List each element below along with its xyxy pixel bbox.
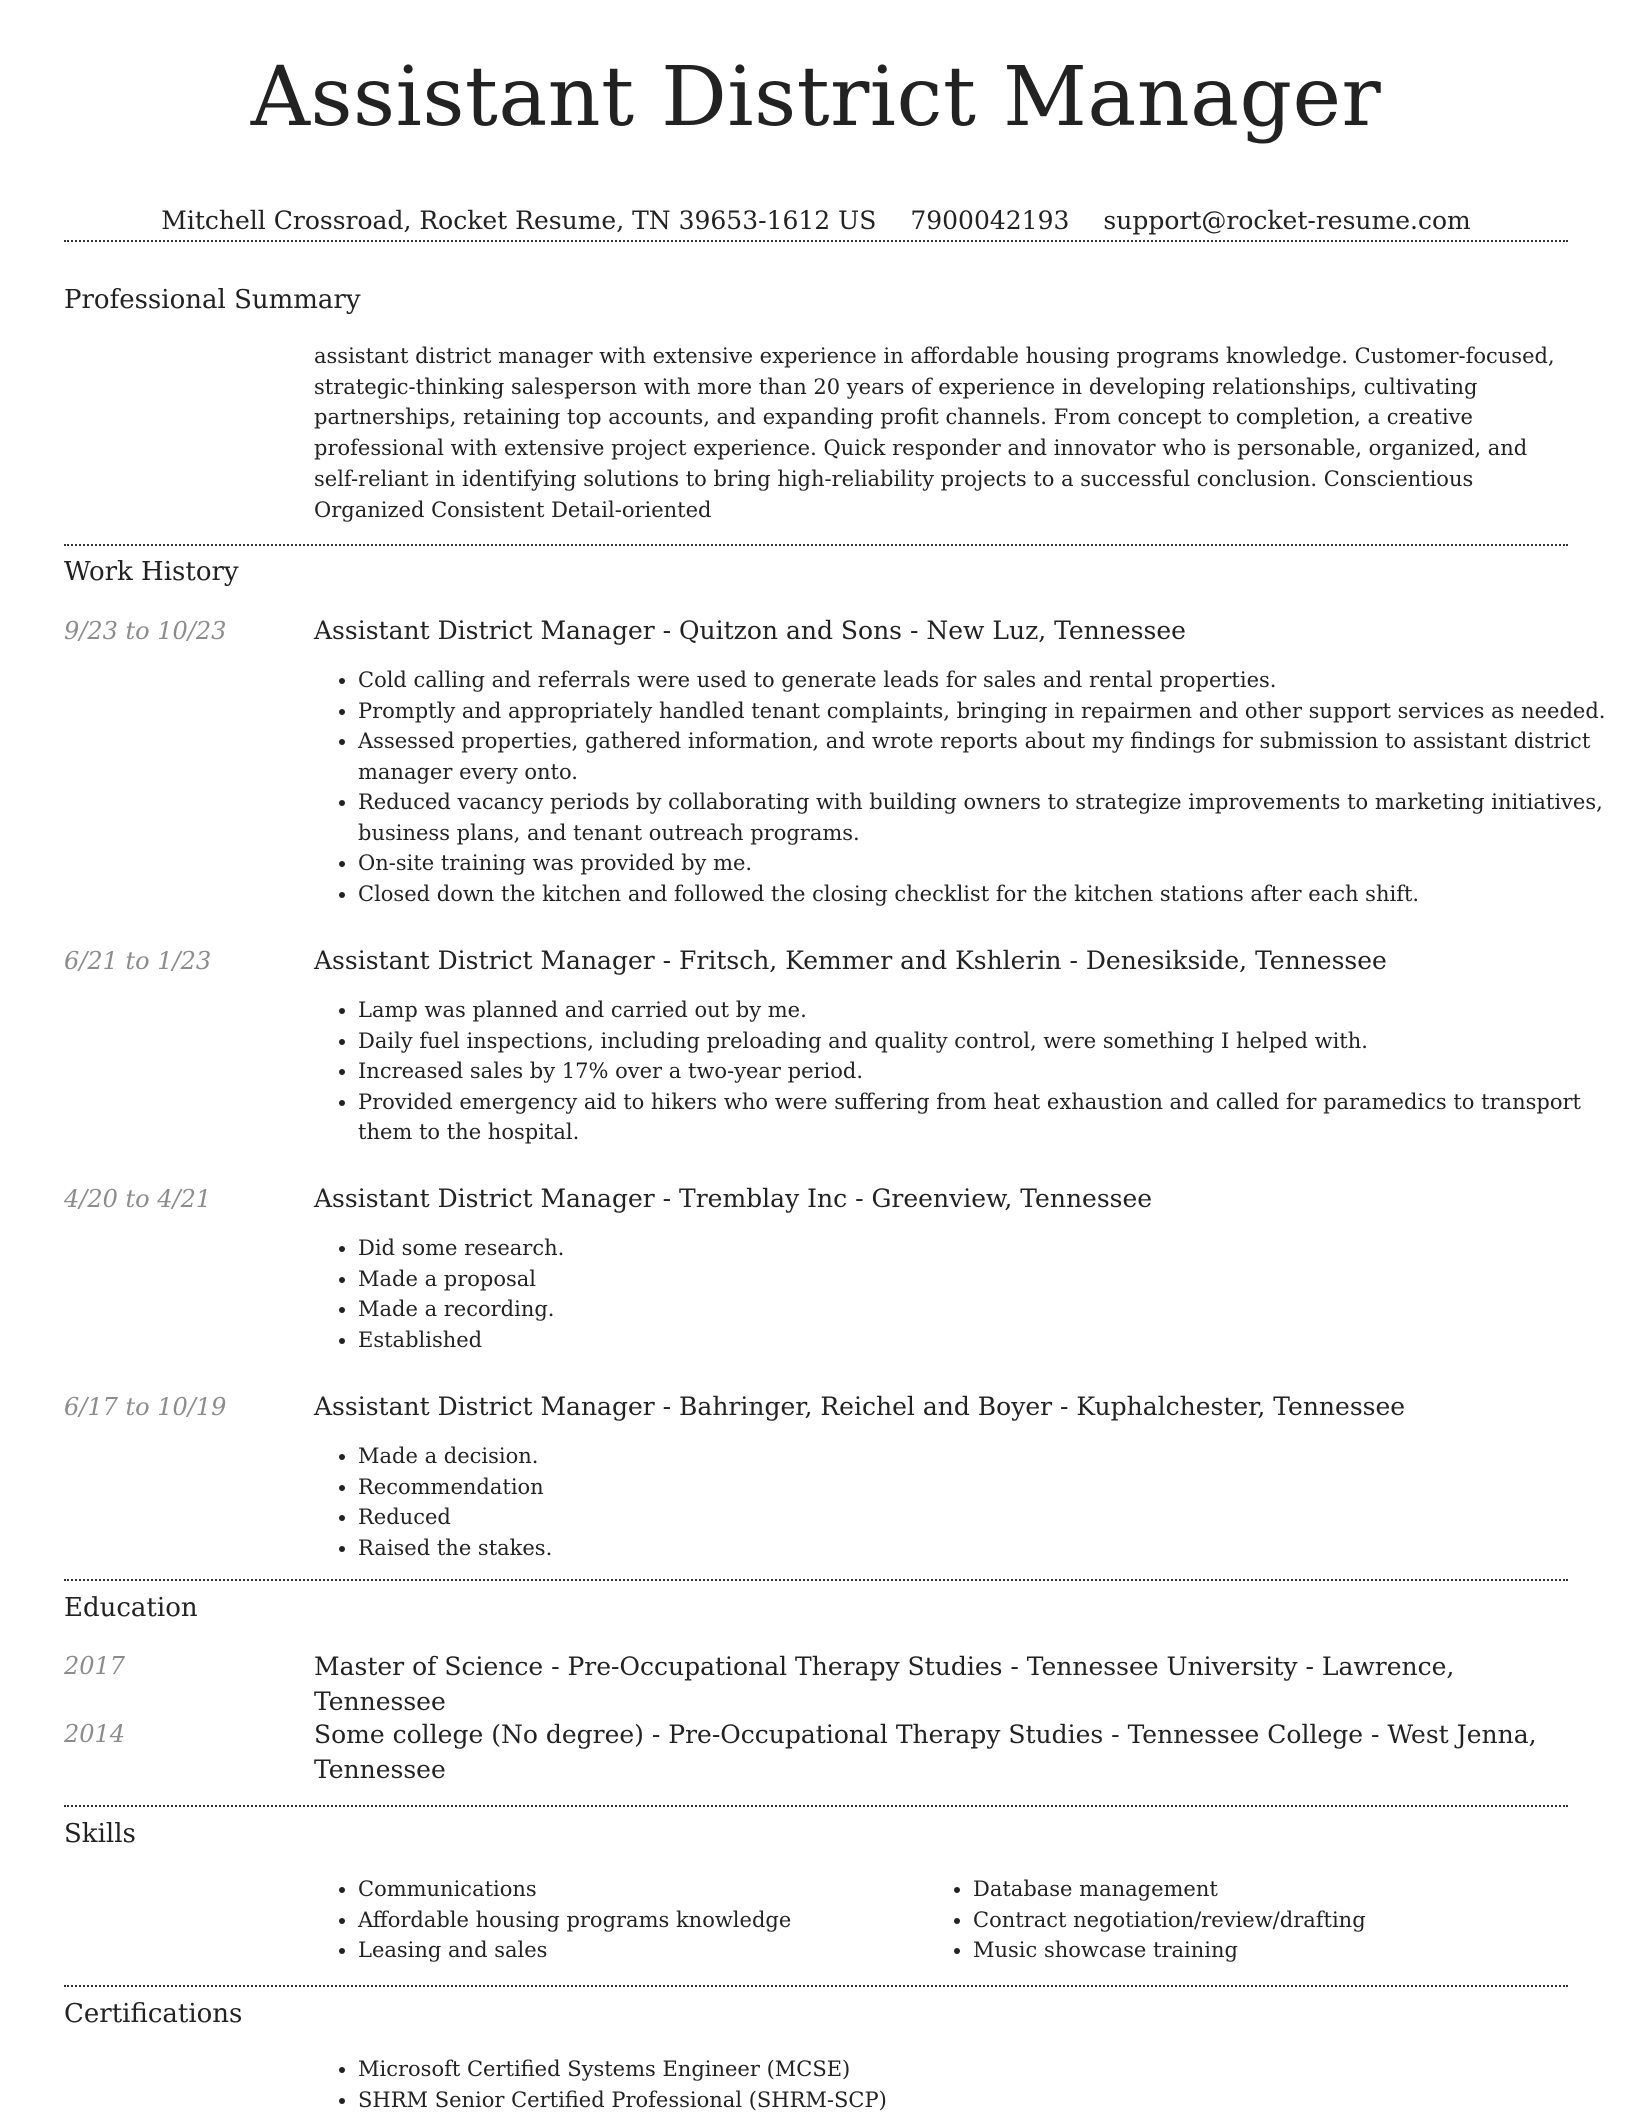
- skill-item: • Contract negotiation/review/drafting: [973, 1905, 1593, 1936]
- summary-text: assistant district manager with extensive experience in affordable housing programs knowledge. Customer-focused, strategic-thinking salesperson with more than 20 years of experience in developing relationships, cultivating partnerships, retaining top accounts, and expanding profit channels. From concept to completion, a creative professional with extensive project experience. Quick responder and innovator who is personable, organized, and self-reliant in identifying solutions to bring high-reliability projects to a successful conclusion. Conscientious Organized Consistent Detail-oriented: [314, 341, 1564, 525]
- education-heading: Education: [64, 1592, 198, 1624]
- section-divider: [64, 1579, 1568, 1581]
- skills-heading: Skills: [64, 1818, 136, 1850]
- job-bullet: • Assessed properties, gathered information, and wrote reports about my findings for submission to assistant district manager every onto.: [358, 726, 1618, 787]
- certification-item: • Microsoft Certified Systems Engineer (MCSE): [358, 2054, 1618, 2085]
- certifications-heading: Certifications: [64, 1998, 242, 2030]
- job-bullet: • Made a recording.: [358, 1294, 1618, 1325]
- job-title: Assistant District Manager - Tremblay Inc - Greenview, Tennessee: [314, 1183, 1564, 1215]
- section-divider: [64, 1985, 1568, 1987]
- skill-item: • Music showcase training: [973, 1935, 1593, 1966]
- education-title: Some college (No degree) - Pre-Occupational Therapy Studies - Tennessee College - West Jenna, Tennessee: [314, 1717, 1564, 1787]
- skills-list-left: [314, 1874, 918, 1966]
- job-title: Assistant District Manager - Bahringer, Reichel and Boyer - Kuphalchester, Tennessee: [314, 1391, 1564, 1423]
- job-title: Assistant District Manager - Quitzon and Sons - New Luz, Tennessee: [314, 615, 1564, 647]
- job-bullet: • Cold calling and referrals were used to generate leads for sales and rental properties.: [358, 665, 1618, 696]
- skill-item: • Affordable housing programs knowledge: [358, 1905, 918, 1936]
- job-bullet: • Daily fuel inspections, including preloading and quality control, were something I helped with.: [358, 1026, 1618, 1057]
- resume-header: [0, 0, 1632, 235]
- job-bullet: • Promptly and appropriately handled tenant complaints, bringing in repairmen and other support services as needed.: [358, 696, 1618, 727]
- certifications-list: [314, 2054, 1618, 2115]
- job-bullet: • Established: [358, 1325, 1618, 1356]
- job-bullet: • Provided emergency aid to hikers who were suffering from heat exhaustion and called for paramedics to transport them to the hospital.: [358, 1087, 1618, 1148]
- skill-item: • Communications: [358, 1874, 918, 1905]
- job-bullet: • On-site training was provided by me.: [358, 848, 1618, 879]
- job-bullet: • Closed down the kitchen and followed the closing checklist for the kitchen stations after each shift.: [358, 879, 1618, 910]
- work-history-heading: Work History: [64, 556, 239, 588]
- job-dates: 4/20 to 4/21: [64, 1183, 211, 1215]
- skill-item: • Database management: [973, 1874, 1593, 1905]
- section-divider: [64, 1805, 1568, 1807]
- job-bullet: • Recommendation: [358, 1472, 1618, 1503]
- job-bullet: • Increased sales by 17% over a two-year period.: [358, 1056, 1618, 1087]
- education-year: 2017: [64, 1650, 125, 1682]
- contact-address: Mitchell Crossroad, Rocket Resume, TN 39653-1612 US: [161, 206, 876, 235]
- certification-item: • SHRM Senior Certified Professional (SHRM-SCP): [358, 2085, 1618, 2115]
- section-divider: [64, 544, 1568, 546]
- job-bullet: • Raised the stakes.: [358, 1533, 1618, 1564]
- summary-heading: Professional Summary: [64, 284, 361, 316]
- job-bullet: • Made a decision.: [358, 1441, 1618, 1472]
- job-dates: 6/17 to 10/19: [64, 1391, 226, 1423]
- job-bullet: • Lamp was planned and carried out by me.: [358, 995, 1618, 1026]
- job-title: Assistant District Manager - Fritsch, Kemmer and Kshlerin - Denesikside, Tennessee: [314, 945, 1564, 977]
- section-divider: [64, 240, 1568, 242]
- resume-title: Assistant District Manager: [0, 48, 1632, 148]
- skills-list-right: [929, 1874, 1593, 1966]
- contact-line: [0, 206, 1632, 235]
- contact-email: support@rocket-resume.com: [1103, 206, 1470, 235]
- job-bullet-list: [314, 995, 1618, 1148]
- job-bullet: • Did some research.: [358, 1233, 1618, 1264]
- job-bullet: • Made a proposal: [358, 1264, 1618, 1295]
- job-bullet-list: [314, 665, 1618, 909]
- job-bullet: • Reduced: [358, 1502, 1618, 1533]
- job-bullet-list: [314, 1233, 1618, 1355]
- job-bullet-list: [314, 1441, 1618, 1563]
- education-title: Master of Science - Pre-Occupational Therapy Studies - Tennessee University - Lawrence, Tennessee: [314, 1649, 1564, 1719]
- education-year: 2014: [64, 1718, 125, 1750]
- job-bullet: • Reduced vacancy periods by collaborating with building owners to strategize improvements to marketing initiatives, business plans, and tenant outreach programs.: [358, 787, 1618, 848]
- job-dates: 9/23 to 10/23: [64, 615, 226, 647]
- job-dates: 6/21 to 1/23: [64, 945, 211, 977]
- skill-item: • Leasing and sales: [358, 1935, 918, 1966]
- contact-phone: 7900042193: [910, 206, 1069, 235]
